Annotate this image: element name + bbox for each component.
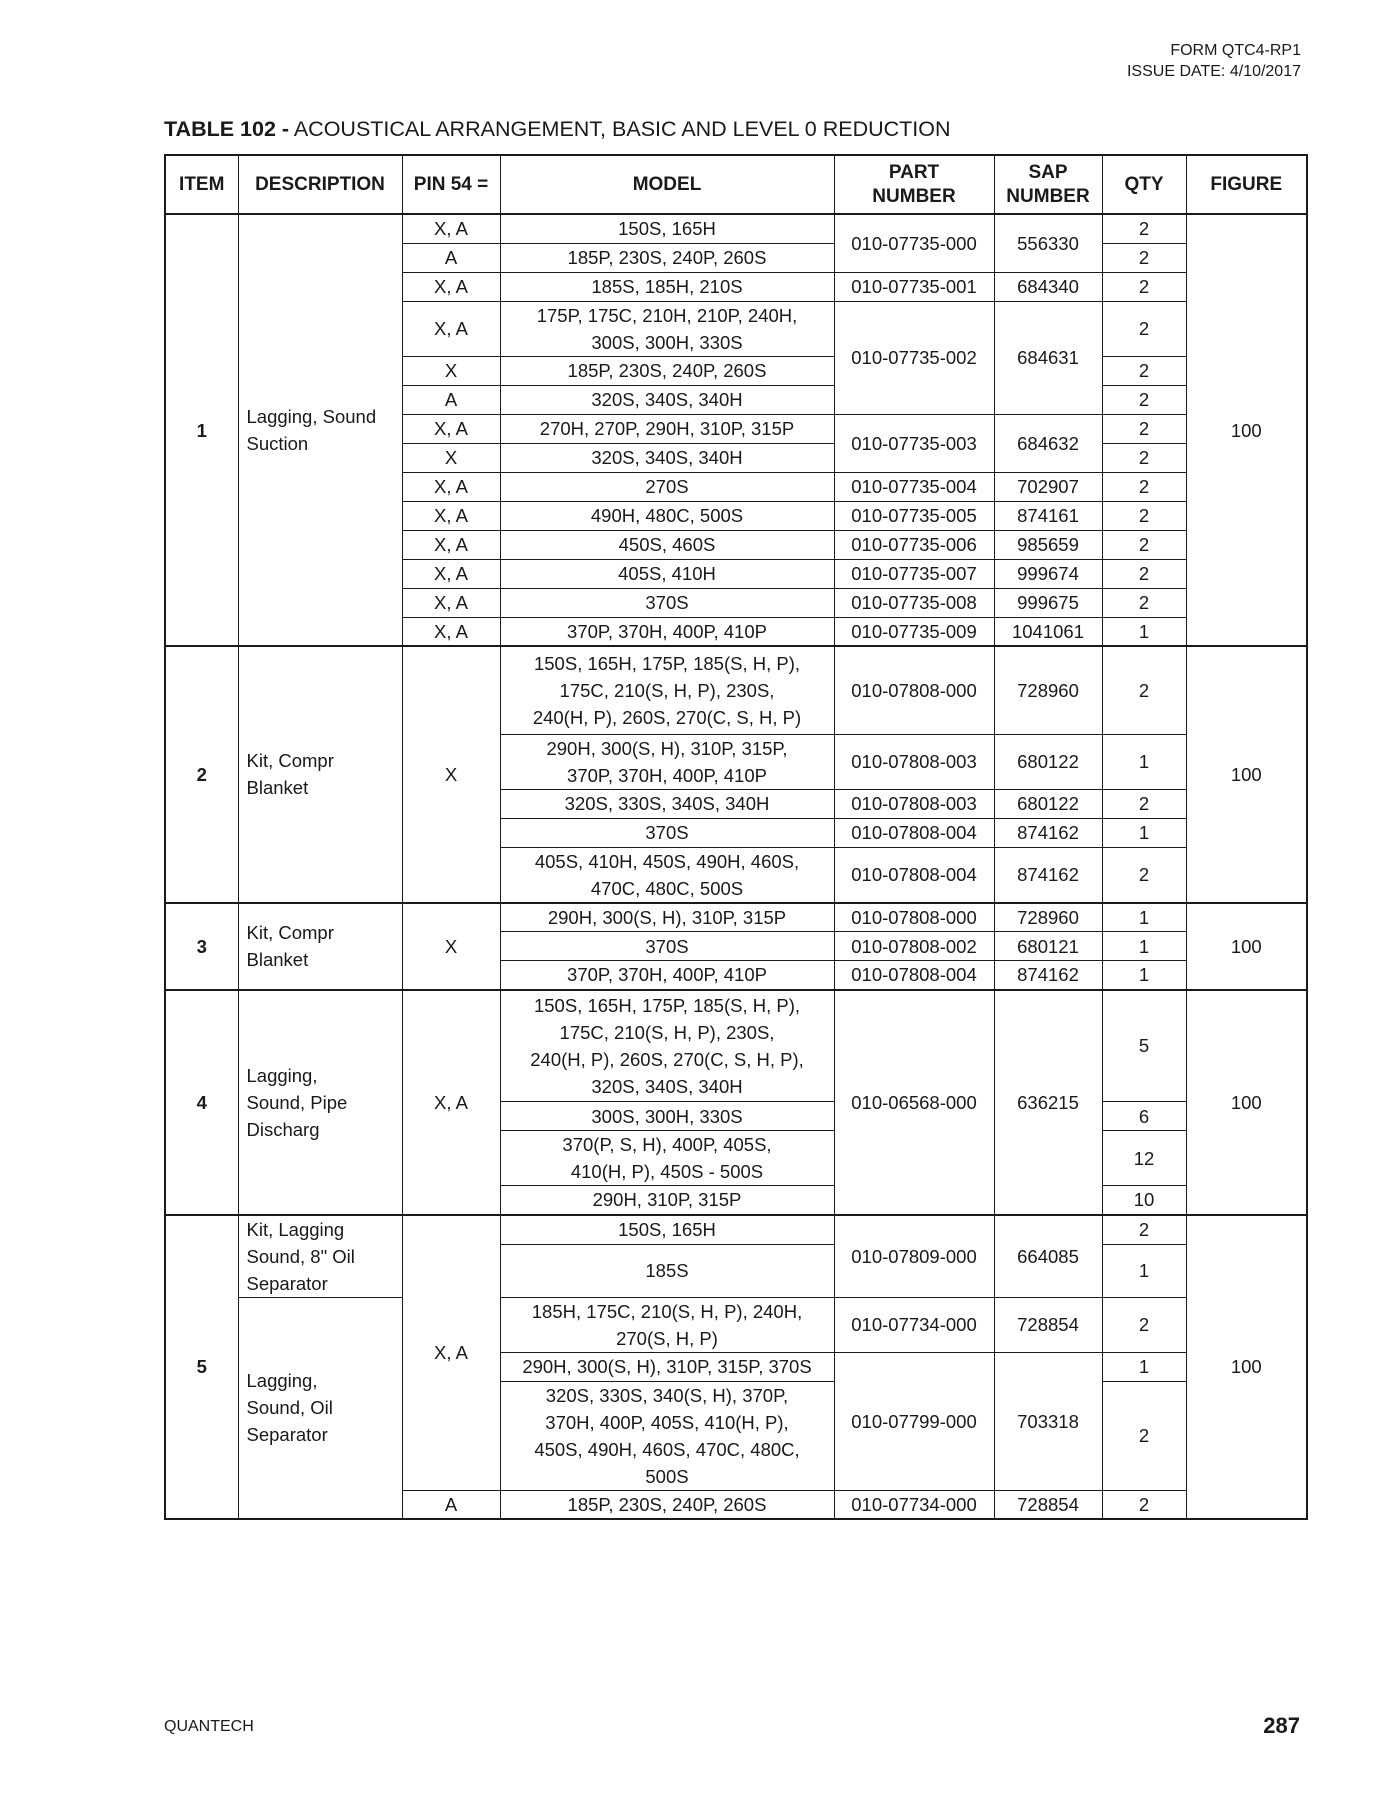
pin54-cell: X [402,646,500,903]
description-cell: Lagging, Sound, Pipe Discharg [238,990,402,1215]
item-cell: 3 [165,903,238,990]
pin54-cell: X [402,443,500,472]
header-row [165,155,1307,214]
qty-cell: 2 [1102,1297,1186,1352]
table-row [165,1297,1307,1352]
qty-cell: 2 [1102,789,1186,818]
table-number: TABLE 102 - [164,117,290,141]
sap-number-cell: 703318 [994,1352,1102,1490]
figure-cell: 100 [1186,1215,1307,1520]
qty-cell: 12 [1102,1131,1186,1186]
qty-cell: 1 [1102,1352,1186,1381]
sap-number-cell: 874162 [994,847,1102,903]
item-cell: 5 [165,1215,238,1520]
qty-cell: 2 [1102,588,1186,617]
part-number-cell: 010-07735-004 [834,472,994,501]
part-number-cell: 010-06568-000 [834,990,994,1215]
figure-cell: 100 [1186,903,1307,990]
pin54-cell: A [402,243,500,272]
part-number-cell: 010-07734-000 [834,1490,994,1519]
sap-number-cell: 556330 [994,214,1102,272]
qty-cell: 2 [1102,530,1186,559]
model-cell: 290H, 310P, 315P [500,1186,834,1215]
pin54-cell: X, A [402,1215,500,1491]
qty-cell: 2 [1102,443,1186,472]
pin54-cell: X, A [402,588,500,617]
model-cell: 270H, 270P, 290H, 310P, 315P [500,414,834,443]
model-cell: 150S, 165H [500,214,834,243]
sap-number-cell: 702907 [994,472,1102,501]
part-number-cell: 010-07799-000 [834,1352,994,1490]
sap-number-cell: 728854 [994,1490,1102,1519]
model-cell: 185P, 230S, 240P, 260S [500,356,834,385]
model-cell: 185P, 230S, 240P, 260S [500,1490,834,1519]
qty-cell: 2 [1102,1490,1186,1519]
col-sap-number: SAP NUMBER [994,155,1102,214]
pin54-cell: X [402,903,500,990]
part-number-cell: 010-07808-004 [834,961,994,990]
description-cell: Kit, Lagging Sound, 8" Oil Separator [238,1215,402,1298]
model-cell: 320S, 330S, 340S, 340H [500,789,834,818]
sap-number-cell: 680122 [994,734,1102,789]
sap-number-cell: 985659 [994,530,1102,559]
sap-number-cell: 664085 [994,1215,1102,1298]
col-part-number: PART NUMBER [834,155,994,214]
qty-cell: 2 [1102,472,1186,501]
part-number-cell: 010-07808-000 [834,903,994,932]
table-title [164,117,951,142]
part-number-cell: 010-07808-004 [834,818,994,847]
qty-cell: 2 [1102,301,1186,356]
pin54-cell: X, A [402,472,500,501]
model-cell: 370S [500,588,834,617]
part-number-cell: 010-07808-000 [834,646,994,734]
footer-brand: QUANTECH [164,1718,254,1735]
part-number-cell: 010-07735-003 [834,414,994,472]
model-cell: 320S, 340S, 340H [500,443,834,472]
parts-table [164,154,1308,1520]
part-number-cell: 010-07735-000 [834,214,994,272]
sap-number-cell: 728960 [994,646,1102,734]
qty-cell: 2 [1102,356,1186,385]
model-cell: 150S, 165H [500,1215,834,1245]
description-cell: Lagging, Sound, Oil Separator [238,1297,402,1519]
qty-cell: 1 [1102,734,1186,789]
table-caption: ACOUSTICAL ARRANGEMENT, BASIC AND LEVEL 0 REDUCTION [289,117,951,141]
model-cell: 175P, 175C, 210H, 210P, 240H, 300S, 300H, 330S [500,301,834,356]
model-cell: 370(P, S, H), 400P, 405S, 410(H, P), 450S - 500S [500,1131,834,1186]
pin54-cell: X, A [402,559,500,588]
part-number-cell: 010-07735-005 [834,501,994,530]
page-number: 287 [1263,1713,1300,1738]
qty-cell: 1 [1102,818,1186,847]
qty-cell: 10 [1102,1186,1186,1215]
part-number-cell: 010-07735-002 [834,301,994,414]
description-cell: Kit, Compr Blanket [238,646,402,903]
pin54-cell: X, A [402,501,500,530]
figure-cell: 100 [1186,646,1307,903]
table-row [165,990,1307,1102]
qty-cell: 1 [1102,961,1186,990]
sap-number-cell: 874162 [994,961,1102,990]
pin54-cell: X, A [402,990,500,1215]
part-number-cell: 010-07808-002 [834,932,994,961]
pin54-cell: X [402,356,500,385]
model-cell: 450S, 460S [500,530,834,559]
sap-number-cell: 680122 [994,789,1102,818]
sap-number-cell: 999674 [994,559,1102,588]
qty-cell: 2 [1102,214,1186,243]
issue-date: ISSUE DATE: 4/10/2017 [1126,63,1301,80]
model-cell: 370P, 370H, 400P, 410P [500,617,834,646]
qty-cell: 2 [1102,1381,1186,1490]
item-cell: 4 [165,990,238,1215]
pin54-cell: X, A [402,301,500,356]
model-cell: 405S, 410H [500,559,834,588]
model-cell: 370S [500,932,834,961]
sap-number-cell: 874162 [994,818,1102,847]
part-number-cell: 010-07735-008 [834,588,994,617]
form-number: FORM QTC4-RP1 [1170,42,1301,59]
part-number-cell: 010-07809-000 [834,1215,994,1298]
col-model: MODEL [500,155,834,214]
model-cell: 320S, 340S, 340H [500,385,834,414]
qty-cell: 2 [1102,1215,1186,1245]
col-description: DESCRIPTION [238,155,402,214]
description-cell: Lagging, Sound Suction [238,214,402,646]
part-number-cell: 010-07735-006 [834,530,994,559]
model-cell: 320S, 330S, 340(S, H), 370P, 370H, 400P, 405S, 410(H, P), 450S, 490H, 460S, 470C, 480C, 500S [500,1381,834,1490]
qty-cell: 2 [1102,272,1186,301]
col-figure: FIGURE [1186,155,1307,214]
sap-number-cell: 1041061 [994,617,1102,646]
model-cell: 370P, 370H, 400P, 410P [500,961,834,990]
qty-cell: 2 [1102,385,1186,414]
col-item: ITEM [165,155,238,214]
pin54-cell: A [402,1490,500,1519]
table-row [165,646,1307,734]
qty-cell: 2 [1102,243,1186,272]
qty-cell: 2 [1102,559,1186,588]
qty-cell: 1 [1102,903,1186,932]
model-cell: 290H, 300(S, H), 310P, 315P, 370S [500,1352,834,1381]
qty-cell: 5 [1102,990,1186,1102]
col-pin54: PIN 54 = [402,155,500,214]
description-cell: Kit, Compr Blanket [238,903,402,990]
model-cell: 185S [500,1245,834,1297]
model-cell: 150S, 165H, 175P, 185(S, H, P), 175C, 210(S, H, P), 230S, 240(H, P), 260S, 270(C, S, H, P), 320S, 340S, 340H [500,990,834,1102]
qty-cell: 1 [1102,1245,1186,1297]
part-number-cell: 010-07735-007 [834,559,994,588]
sap-number-cell: 684632 [994,414,1102,472]
model-cell: 490H, 480C, 500S [500,501,834,530]
part-number-cell: 010-07735-001 [834,272,994,301]
qty-cell: 2 [1102,414,1186,443]
part-number-cell: 010-07735-009 [834,617,994,646]
model-cell: 185H, 175C, 210(S, H, P), 240H, 270(S, H, P) [500,1297,834,1352]
pin54-cell: X, A [402,214,500,243]
qty-cell: 2 [1102,847,1186,903]
pin54-cell: A [402,385,500,414]
model-cell: 290H, 300(S, H), 310P, 315P, 370P, 370H, 400P, 410P [500,734,834,789]
part-number-cell: 010-07734-000 [834,1297,994,1352]
item-cell: 1 [165,214,238,646]
pin54-cell: X, A [402,530,500,559]
figure-cell: 100 [1186,214,1307,646]
qty-cell: 1 [1102,617,1186,646]
pin54-cell: X, A [402,272,500,301]
model-cell: 150S, 165H, 175P, 185(S, H, P), 175C, 210(S, H, P), 230S, 240(H, P), 260S, 270(C, S, H, P) [500,646,834,734]
model-cell: 270S [500,472,834,501]
model-cell: 290H, 300(S, H), 310P, 315P [500,903,834,932]
form-header [1127,40,1301,82]
part-number-cell: 010-07808-003 [834,734,994,789]
pin54-cell: X, A [402,414,500,443]
model-cell: 185P, 230S, 240P, 260S [500,243,834,272]
sap-number-cell: 680121 [994,932,1102,961]
qty-cell: 2 [1102,646,1186,734]
pin54-cell: X, A [402,617,500,646]
qty-cell: 6 [1102,1102,1186,1131]
figure-cell: 100 [1186,990,1307,1215]
sap-number-cell: 728960 [994,903,1102,932]
sap-number-cell: 684631 [994,301,1102,414]
sap-number-cell: 636215 [994,990,1102,1215]
sap-number-cell: 874161 [994,501,1102,530]
sap-number-cell: 999675 [994,588,1102,617]
table-row [165,214,1307,243]
model-cell: 300S, 300H, 330S [500,1102,834,1131]
qty-cell: 2 [1102,501,1186,530]
col-qty: QTY [1102,155,1186,214]
table-row [165,1215,1307,1245]
table-row [165,903,1307,932]
part-number-cell: 010-07808-003 [834,789,994,818]
sap-number-cell: 684340 [994,272,1102,301]
model-cell: 370S [500,818,834,847]
item-cell: 2 [165,646,238,903]
model-cell: 405S, 410H, 450S, 490H, 460S, 470C, 480C, 500S [500,847,834,903]
model-cell: 185S, 185H, 210S [500,272,834,301]
qty-cell: 1 [1102,932,1186,961]
part-number-cell: 010-07808-004 [834,847,994,903]
sap-number-cell: 728854 [994,1297,1102,1352]
